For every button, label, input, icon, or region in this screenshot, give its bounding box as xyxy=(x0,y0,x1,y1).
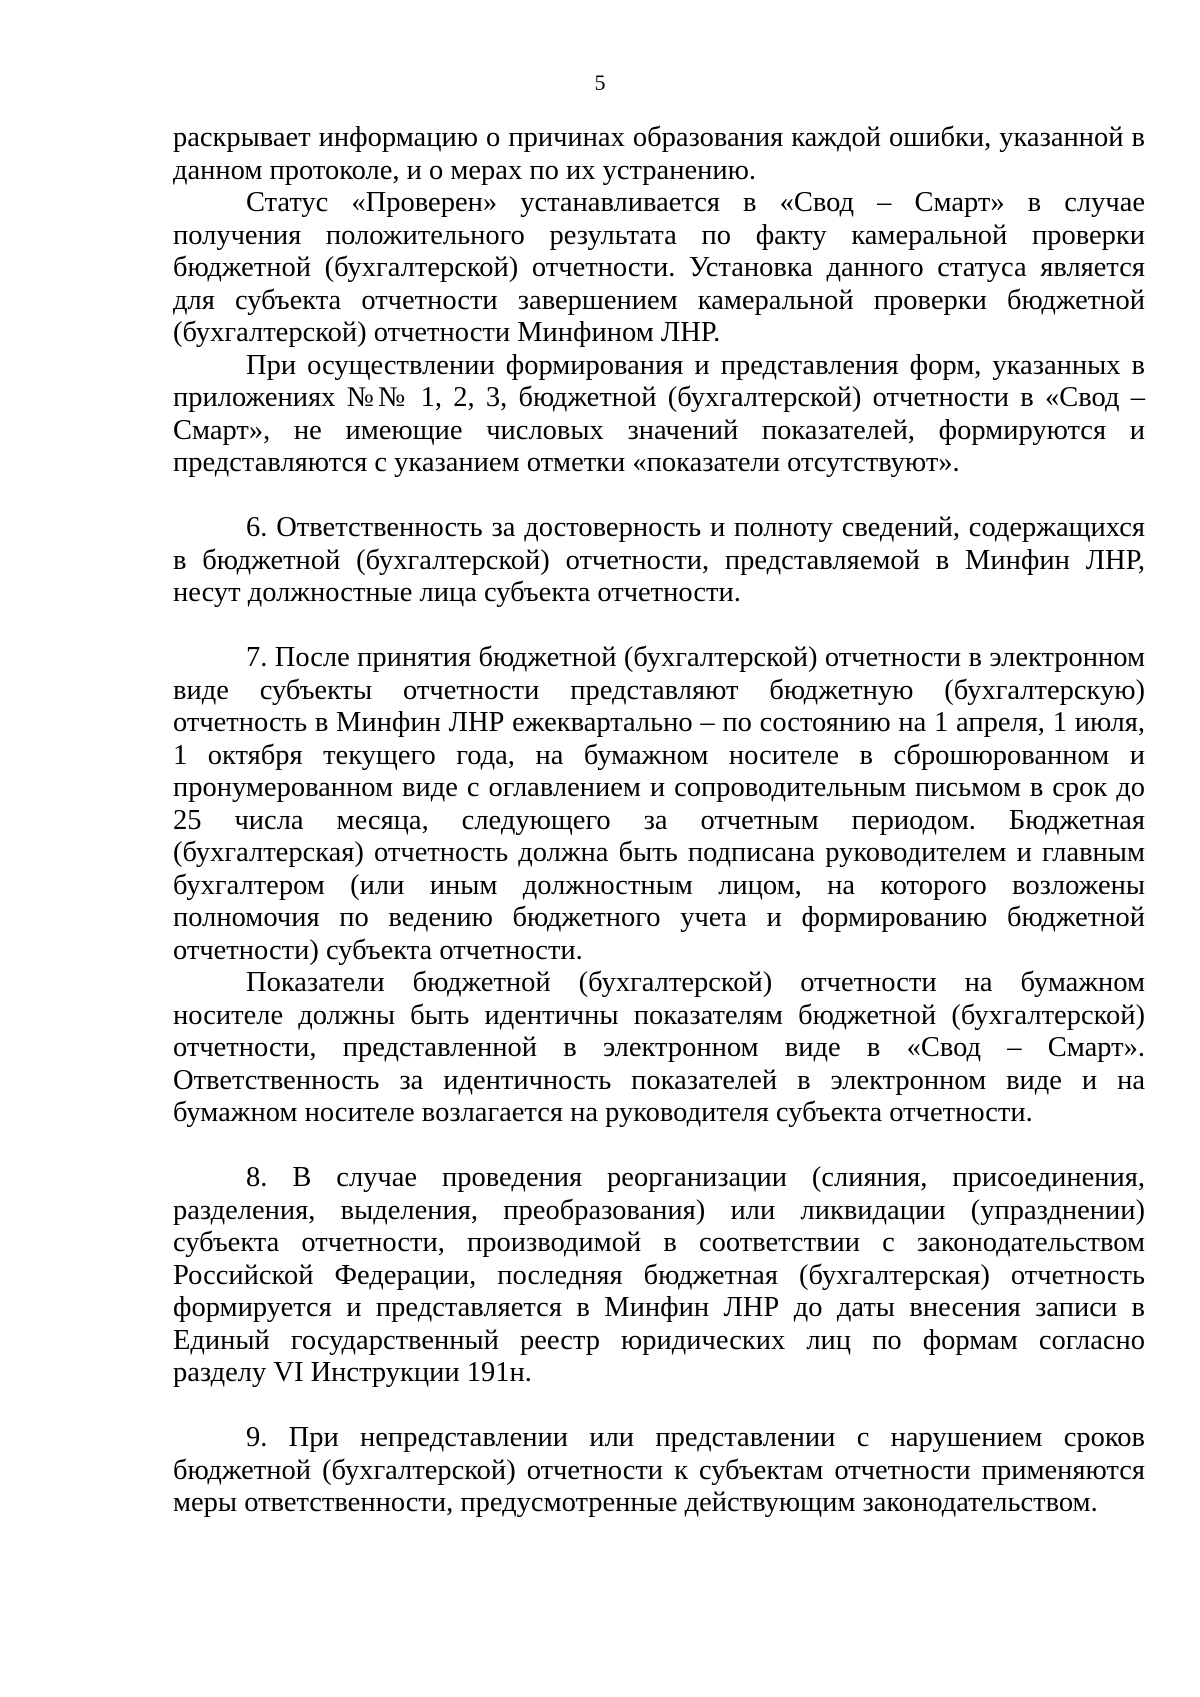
paragraph-forms-no-values: При осуществлении формирования и представления форм, указанных в приложениях №№ 1, 2, 3, бюджетной (бухгалтерской) отчетности в «Свод – Смарт», не имеющие числовых значений показателей, формируются и представляются с указанием отметки «показатели отсутствуют». xyxy=(173,349,1145,478)
paragraph-status-checked: Статус «Проверен» устанавливается в «Свод – Смарт» в случае получения положительного результата по факту камеральной проверки бюджетной (бухгалтерской) отчетности. Установка данного статуса является для субъекта отчетности завершением камеральной проверки бюджетной (бухгалтерской) отчетности Минфином ЛНР. xyxy=(173,187,1145,348)
paragraph-item-6: 6. Ответственность за достоверность и полноту сведений, содержащихся в бюджетной (бухгалтерской) отчетности, представляемой в Минфин ЛНР, несут должностные лица субъекта отчетности. xyxy=(173,512,1145,608)
page-number: 5 xyxy=(594,70,606,95)
paragraph-item-8: 8. В случае проведения реорганизации (слияния, присоединения, разделения, выделения, преобразования) или ликвидации (упразднении) субъекта отчетности, производимой в соответствии с законодательством Российской Федерации, последняя бюджетная (бухгалтерская) отчетность формируется и представляется в Минфин ЛНР до даты внесения записи в Единый государственный реестр юридических лиц по формам согласно разделу VI Инструкции 191н. xyxy=(173,1162,1145,1388)
paragraph-continuation: раскрывает информацию о причинах образования каждой ошибки, указанной в данном протоколе, и о мерах по их устранению. xyxy=(173,122,1145,186)
paragraph-identical-indicators: Показатели бюджетной (бухгалтерской) отчетности на бумажном носителе должны быть идентичны показателям бюджетной (бухгалтерской) отчетности, представленной в электронном виде в «Свод – Смарт». Ответственность за идентичность показателей в электронном виде и на бумажном носителе возлагается на руководителя субъекта отчетности. xyxy=(173,967,1145,1128)
document-body xyxy=(173,122,1145,1520)
paragraph-item-7: 7. После принятия бюджетной (бухгалтерской) отчетности в электронном виде субъекты отчетности представляют бюджетную (бухгалтерскую) отчетность в Минфин ЛНР ежеквартально – по состоянию на 1 апреля, 1 июля, 1 октября текущего года, на бумажном носителе в сброшюрованном и пронумерованном виде с оглавлением и сопроводительным письмом в срок до 25 числа месяца, следующего за отчетным периодом. Бюджетная (бухгалтерская) отчетность должна быть подписана руководителем и главным бухгалтером (или иным должностным лицом, на которого возложены полномочия по ведению бюджетного учета и формированию бюджетной отчетности) субъекта отчетности. xyxy=(173,642,1145,966)
paragraph-item-9: 9. При непредставлении или представлении с нарушением сроков бюджетной (бухгалтерской) отчетности к субъектам отчетности применяются меры ответственности, предусмотренные действующим законодательством. xyxy=(173,1422,1145,1518)
